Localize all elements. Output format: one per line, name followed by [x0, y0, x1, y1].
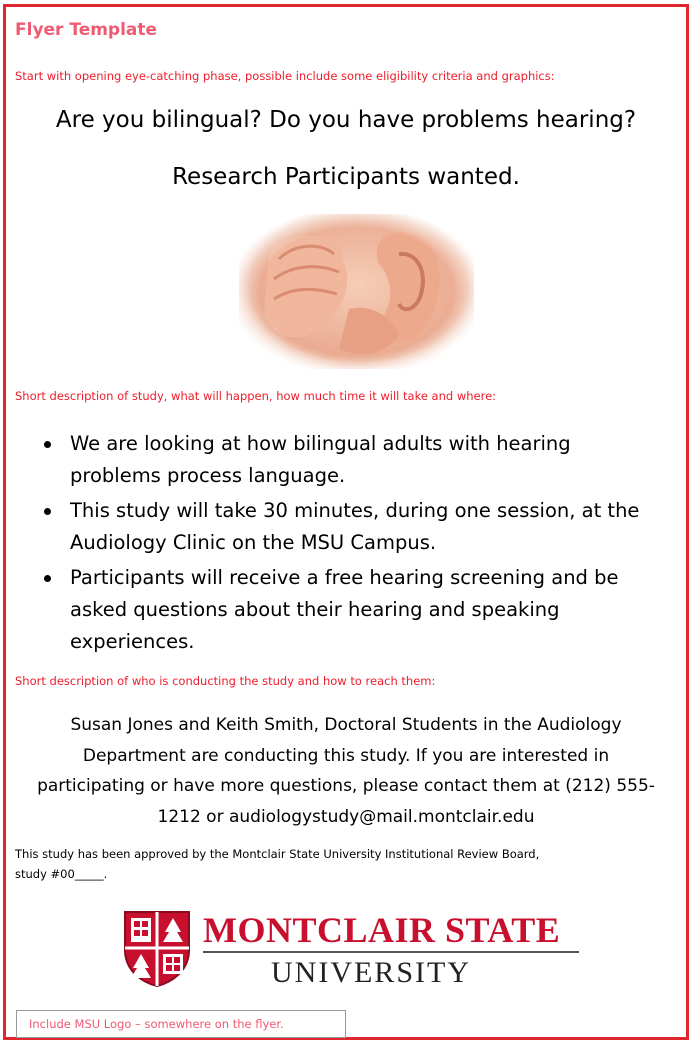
msu-logo	[119, 905, 589, 995]
irb-approval	[15, 844, 665, 884]
contact-line: 1212 or audiologystudy@mail.montclair.edu	[157, 806, 535, 827]
flyer-frame	[3, 4, 689, 1040]
logo-divider	[203, 951, 579, 953]
logo-note: Include MSU Logo – somewhere on the flyer.	[16, 1010, 346, 1038]
contact-line: Susan Jones and Keith Smith, Doctoral Students in the Audiology	[70, 715, 622, 735]
bullet-text: experiences.	[70, 630, 195, 653]
subheadline: Research Participants wanted.	[172, 164, 520, 190]
list-item	[26, 428, 666, 492]
logo-wordmark-bottom: UNIVERSITY	[271, 956, 471, 989]
hand-cupped-ear-image	[239, 214, 474, 369]
bullet-text: problems process language.	[70, 464, 346, 487]
contact-line: Department are conducting this study. If you are interested in	[82, 745, 610, 766]
study-details-list	[26, 428, 666, 661]
bullet-text: Audiology Clinic on the MSU Campus.	[70, 531, 437, 554]
instruction-description: Short description of study, what will happen, how much time it will take and where:	[15, 389, 497, 403]
irb-line: study #00_____.	[15, 867, 108, 881]
contact-line: participating or have more questions, please contact them at (212) 555-	[37, 776, 655, 796]
shield-icon	[121, 908, 193, 988]
contact-paragraph	[6, 710, 686, 832]
instruction-opening: Start with opening eye-catching phase, possible include some eligibility criteria and graphics:	[15, 69, 555, 83]
bullet-text: This study will take 30 minutes, during one session, at the	[70, 499, 640, 522]
logo-wordmark-top: MONTCLAIR STATE	[203, 910, 561, 950]
bullet-text: asked questions about their hearing and speaking	[70, 598, 560, 621]
template-title: Flyer Template	[15, 20, 158, 40]
irb-line: This study has been approved by the Montclair State University Institutional Review Board,	[15, 847, 540, 861]
list-item	[26, 562, 666, 658]
instruction-contact: Short description of who is conducting the study and how to reach them:	[15, 674, 436, 688]
bullet-text: Participants will receive a free hearing screening and be	[70, 566, 619, 589]
bullet-text: We are looking at how bilingual adults with hearing	[70, 432, 571, 455]
list-item	[26, 495, 666, 559]
headline: Are you bilingual? Do you have problems hearing?	[55, 107, 637, 133]
